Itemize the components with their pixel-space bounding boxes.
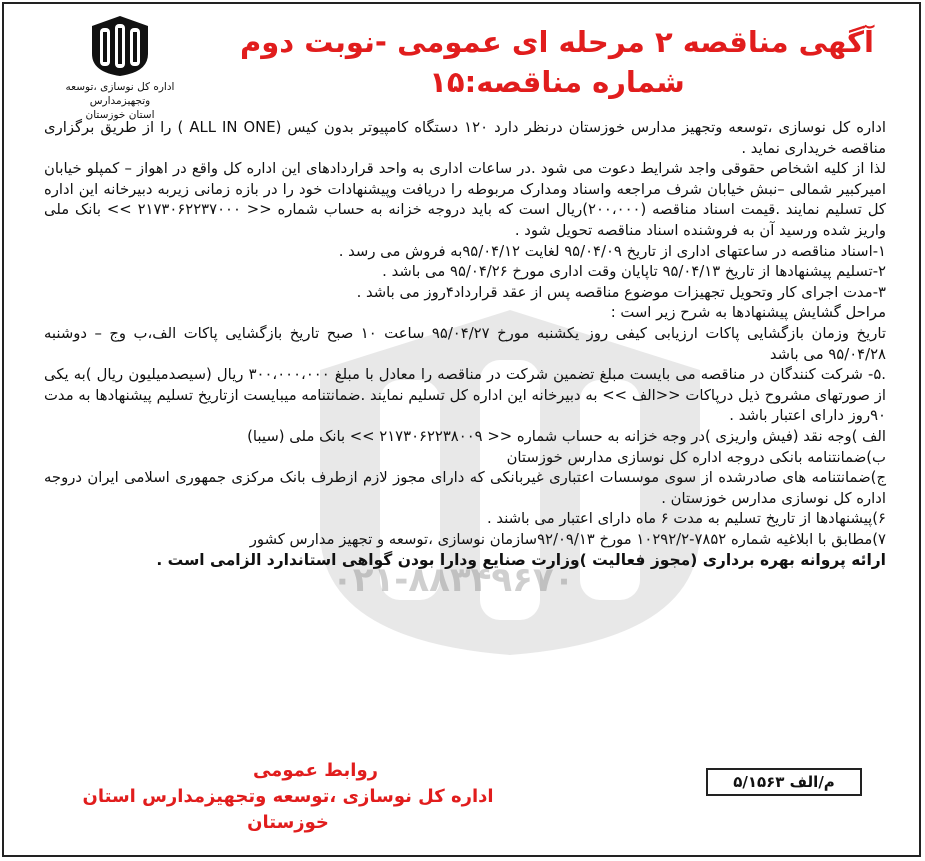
footer-signature bbox=[48, 758, 528, 836]
reference-number: م/الف ۵/۱۵۶۳ bbox=[706, 768, 862, 796]
item-5: .۵- شرکت کنندگان در مناقصه می بایست مبلغ تضمین شرکت در مناقصه را معادل با مبلغ ۳۰۰،۰۰۰،۰۰۰ ریال (سیصدمیلیون ریال )به یکی از صورتهای مشروح ذیل درپاکات <<الف >> به دبیرخانه این اداره کل تسلیم نمایند .ضمانتنامه میبایست ازتاریخ تسلیم پیشنهادها به مدت ۹۰روز دارای اعتبار باشد . bbox=[44, 366, 886, 425]
item-2: ۲-تسلیم پیشنهادها از تاریخ ۹۵/۰۴/۱۳ تاپایان وقت اداری مورخ ۹۵/۰۴/۲۶ می باشد . bbox=[382, 263, 886, 281]
item-1: ۱-اسناد مناقصه در ساعتهای اداری از تاریخ ۹۵/۰۴/۰۹ لغایت ۹۵/۰۴/۱۲به فروش می رسد . bbox=[338, 242, 886, 260]
org-name-line1: اداره کل نوسازی ،توسعه وتجهیزمدارس bbox=[65, 81, 175, 107]
opening-dates: تاریخ وزمان بازگشایی پاکات ارزیابی کیفی روز یکشنبه مورخ ۹۵/۰۴/۲۷ ساعت ۱۰ صبح تاریخ بازگشایی پاکات الف،ب وج – دوشنبه ۹۵/۰۴/۲۸ می باشد bbox=[44, 324, 886, 363]
notice-title bbox=[237, 22, 877, 102]
license-requirement: ارائه پروانه بهره برداری (مجوز فعالیت )وزارت صنایع ودارا بودن گواهی استاندارد الزامی است . bbox=[156, 551, 886, 570]
watermark-phone: ۰۲۱-۸۸۳۴۹۶۷۰ bbox=[332, 560, 575, 600]
org-logo bbox=[40, 14, 200, 121]
emblem-icon bbox=[86, 14, 154, 78]
notice-body bbox=[44, 118, 886, 571]
item-5-a: الف )وجه نقد (فیش واریزی )در وجه خزانه به حساب شماره << ۲۱۷۳۰۶۲۲۳۸۰۰۹ >> بانک ملی (سیبا) bbox=[247, 427, 886, 445]
org-signature: اداره کل نوسازی ،توسعه وتجهیزمدارس استان خوزستان bbox=[82, 786, 494, 833]
public-relations-label: روابط عمومی bbox=[252, 760, 378, 781]
org-name-line2: استان خوزستان bbox=[85, 109, 155, 121]
item-5-c: ج)ضمانتنامه های صادرشده از سوی موسسات اعتباری غیربانکی که دارای مجوز لازم ازطرف بانک مرکزی جمهوری اسلامی ایران دروجه اداره کل نوسازی مدارس خوزستان . bbox=[44, 469, 886, 507]
item-3: ۳-مدت اجرای کار وتحویل تجهیزات موضوع مناقصه پس از عقد قرارداد۴روز می باشد . bbox=[356, 283, 886, 301]
opening-stages: مراحل گشایش پیشنهادها به شرح زیر است : bbox=[610, 304, 886, 322]
item-5-b: ب)ضمانتنامه بانکی دروجه اداره کل نوسازی مدارس خوزستان bbox=[506, 448, 886, 466]
item-7: ۷)مطابق با ابلاغیه شماره ۷۸۵۲-۱۰۲۹۲/۲ مورخ ۹۲/۰۹/۱۳سازمان نوسازی ،توسعه و تجهیز مدارس کشور bbox=[249, 530, 886, 548]
item-6: ۶)پیشنهادها از تاریخ تسلیم به مدت ۶ ماه دارای اعتبار می باشند . bbox=[487, 510, 886, 528]
paragraph-intro: اداره کل نوسازی ،توسعه وتجهیز مدارس خوزستان درنظر دارد ۱۲۰ دستگاه کامپیوتر بدون کیس (ALL IN ONE ) را از طریق برگزاری مناقصه خریداری نماید . bbox=[44, 119, 886, 157]
title-line1: آگهی مناقصه ۲ مرحله ای عمومی -نوبت دوم bbox=[240, 25, 874, 59]
paragraph-invitation: لذا از کلیه اشخاص حقوقی واجد شرایط دعوت می شود .در ساعات اداری به واحد قراردادهای این اداره کل واقع در اهواز – کمپلو خیابان امیرکبیر شمالی –نبش خیابان شرف مراجعه واسناد ومدارک مربوطه را دریافت وپیشنهادات خود را در بازه زمانی زیربه دبیرخانه این اداره کل تسلیم نمایند .قیمت اسناد مناقصه (۲۰۰،۰۰۰)ریال است که باید دروجه خزانه به حساب شماره << ۲۱۷۳۰۶۲۲۳۷۰۰۰ >> بانک ملی واریز شده ورسید آن به فروشنده اسناد مناقصه تحویل شود . bbox=[44, 160, 886, 239]
title-line2: شماره مناقصه:۱۵ bbox=[429, 65, 685, 99]
